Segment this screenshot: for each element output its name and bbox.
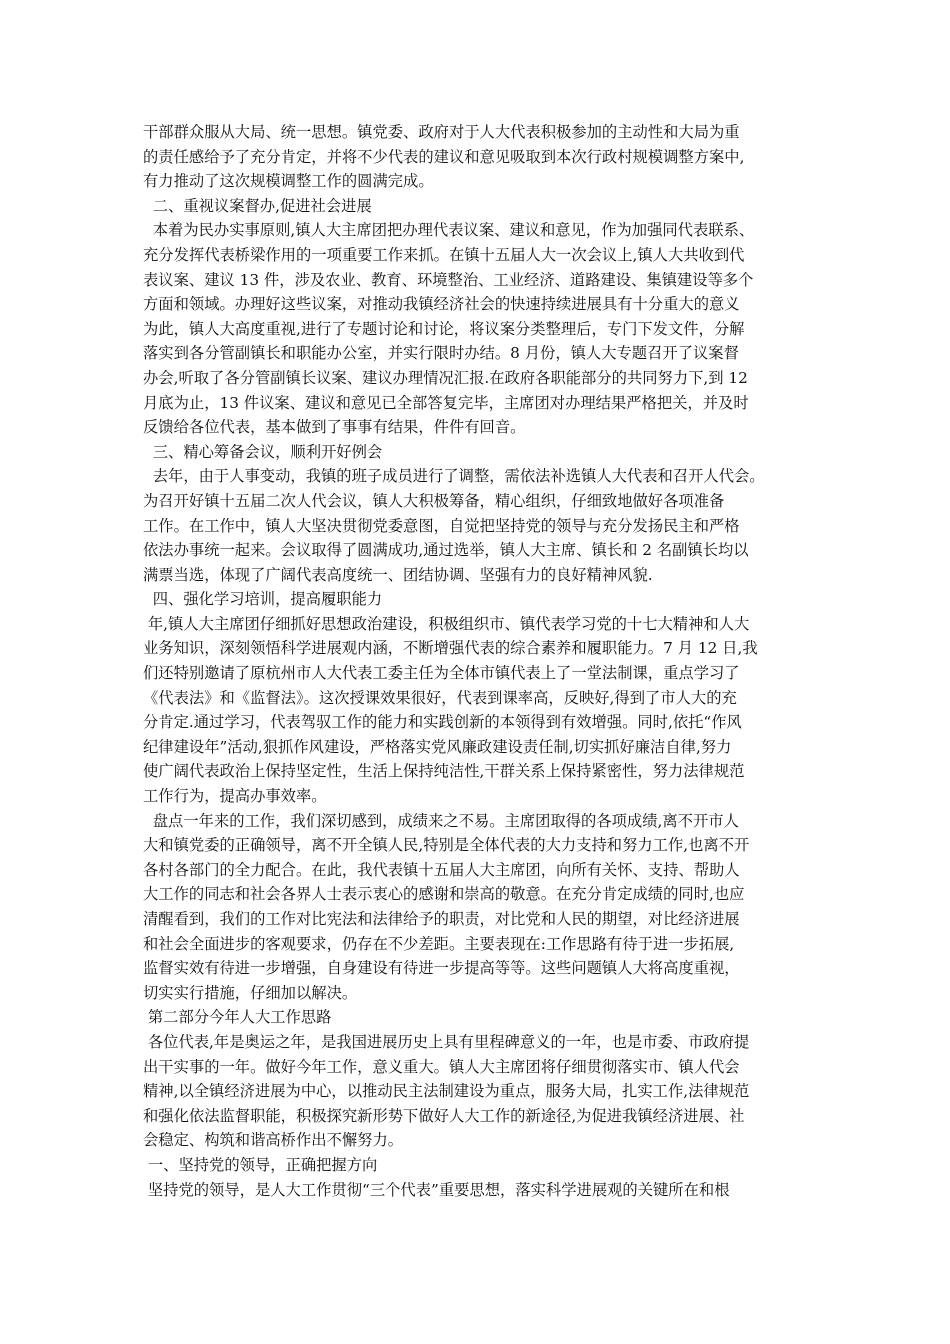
- paragraph-line: 各位代表,年是奥运之年，是我国进展历史上具有里程碑意义的一年，也是市委、市政府提: [143, 1032, 750, 1051]
- paragraph-line: 月底为止，13 件议案、建议和意见已全部答复完毕，主席团对办理结果严格把关，并及时: [143, 393, 749, 412]
- paragraph-line: 业务知识，深刻领悟科学进展观内涵，不断增强代表的综合素养和履职能力。7 月 12 日,我: [143, 639, 758, 658]
- document-body: [143, 120, 815, 1202]
- paragraph-line: 和强化依法监督职能，积极探究新形势下做好人大工作的新途径,为促进我镇经济进展、社: [143, 1106, 745, 1125]
- paragraph-line: 依法办事统一起来。会议取得了圆满成功,通过选举，镇人大主席、镇长和 2 名副镇长均以: [143, 541, 749, 560]
- paragraph-line: 本着为民办实事原则,镇人大主席团把办理代表议案、建议和意见，作为加强同代表联系、: [143, 221, 755, 240]
- paragraph-line: 落实到各分管副镇长和职能办公室，并实行限时办结。8 月份，镇人大专题召开了议案督: [143, 344, 739, 363]
- paragraph-line: 和社会全面进步的客观要求，仍存在不少差距。主要表现在:工作思路有待于进一步拓展,: [143, 934, 735, 953]
- paragraph-line: 为召开好镇十五届二次人代会议，镇人大积极筹备，精心组织，仔细致地做好各项准备: [143, 491, 725, 510]
- paragraph-line: 盘点一年来的工作，我们深切感到，成绩来之不易。主席团取得的各项成绩,离不开市人: [143, 811, 739, 830]
- paragraph-line: 年,镇人大主席团仔细抓好思想政治建设，积极组织市、镇代表学习党的十七大精神和人大: [143, 614, 750, 633]
- paragraph-line: 会稳定、构筑和谐高桥作出不懈努力。: [143, 1131, 404, 1150]
- paragraph-line: 切实实行措施，仔细加以解决。: [143, 983, 358, 1002]
- paragraph-line: 清醒看到，我们的工作对比宪法和法律给予的职责，对比党和人民的期望，对比经济进展: [143, 910, 740, 928]
- paragraph-line: 纪律建设年”活动,狠抓作风建设，严格落实党风廉政建设责任制,切实抓好廉洁自律,努力: [143, 737, 732, 756]
- paragraph-line: 工作行为，提高办事效率。: [143, 787, 327, 806]
- paragraph-line: 方面和领域。办理好这些议案，对推动我镇经济社会的快速持续进展具有十分重大的意义: [143, 295, 740, 314]
- paragraph-line: 分肯定.通过学习，代表驾驭工作的能力和实践创新的本领得到有效增强。同时,依托“作风: [143, 713, 742, 732]
- paragraph-line: 办会,听取了各分管副镇长议案、建议办理情况汇报.在政府各职能部分的共同努力下,到 12: [143, 368, 748, 387]
- section-heading: 一、坚持党的领导，正确把握方向: [143, 1155, 378, 1174]
- section-heading: 二、重视议案督办,促进社会进展: [143, 196, 372, 215]
- paragraph-line: 使广阔代表政治上保持坚定性，生活上保持纯洁性,干群关系上保持紧密性，努力法律规范: [143, 762, 745, 781]
- paragraph-line: 工作。在工作中，镇人大坚决贯彻党委意图，自觉把坚持党的领导与充分发扬民主和严格: [143, 516, 740, 535]
- paragraph-line: 去年，由于人事变动，我镇的班子成员进行了调整，需依法补选镇人大代表和召开人代会。: [143, 467, 765, 486]
- paragraph-line: 有力推动了这次规模调整工作的圆满完成。: [143, 172, 434, 191]
- paragraph-line: 坚持党的领导，是人大工作贯彻“三个代表”重要思想，落实科学进展观的关键所在和根: [143, 1180, 730, 1199]
- paragraph-line: 满票当选，体现了广阔代表高度统一、团结协调、坚强有力的良好精神风貌.: [143, 565, 653, 584]
- paragraph-line: 的责任感给予了充分肯定，并将不少代表的建议和意见吸取到本次行政村规模调整方案中,: [143, 147, 745, 166]
- paragraph-line: 为此，镇人大高度重视,进行了专题讨论和讨论，将议案分类整理后，专门下发文件，分解: [143, 319, 745, 338]
- section-heading: 三、精心筹备会议，顺利开好例会: [143, 442, 383, 461]
- paragraph-line: 充分发挥代表桥梁作用的一项重要工作来抓。在镇十五届人大一次会议上,镇人大共收到代: [143, 245, 745, 264]
- section-heading: 第二部分今年人大工作思路: [143, 1008, 332, 1027]
- paragraph-line: 《代表法》和《监督法》。这次授课效果很好，代表到课率高，反映好,得到了市人大的充: [143, 688, 737, 707]
- paragraph-line: 各村各部门的全力配合。在此，我代表镇十五届人大主席团，向所有关怀、支持、帮助人: [143, 860, 740, 879]
- paragraph-line: 表议案、建议 13 件，涉及农业、教育、环境整治、工业经济、道路建设、集镇建设等多个: [143, 270, 754, 289]
- paragraph-line: 出干实事的一年。做好今年工作，意义重大。镇人大主席团将仔细贯彻落实市、镇人代会: [143, 1057, 740, 1076]
- paragraph-line: 大工作的同志和社会各界人士表示衷心的感谢和崇高的敬意。在充分肯定成绩的同时,也应: [143, 885, 745, 904]
- paragraph-line: 们还特别邀请了原杭州市人大代表工委主任为全体市镇代表上了一堂法制课，重点学习了: [143, 664, 740, 683]
- section-heading: 四、强化学习培训，提高履职能力: [143, 590, 383, 609]
- paragraph-line: 反馈给各位代表，基本做到了事事有结果，件件有回音。: [143, 418, 526, 437]
- paragraph-line: 监督实效有待进一步增强，自身建设有待进一步提高等等。这些问题镇人大将高度重视，: [143, 959, 740, 978]
- paragraph-line: 干部群众服从大局、统一思想。镇党委、政府对于人大代表积极参加的主动性和大局为重: [143, 123, 740, 141]
- paragraph-line: 精神,以全镇经济进展为中心，以推动民主法制建设为重点，服务大局，扎实工作,法律规范: [143, 1082, 750, 1101]
- paragraph-line: 大和镇党委的正确领导，离不开全镇人民,特别是全体代表的大力支持和努力工作,也离不开: [143, 836, 750, 855]
